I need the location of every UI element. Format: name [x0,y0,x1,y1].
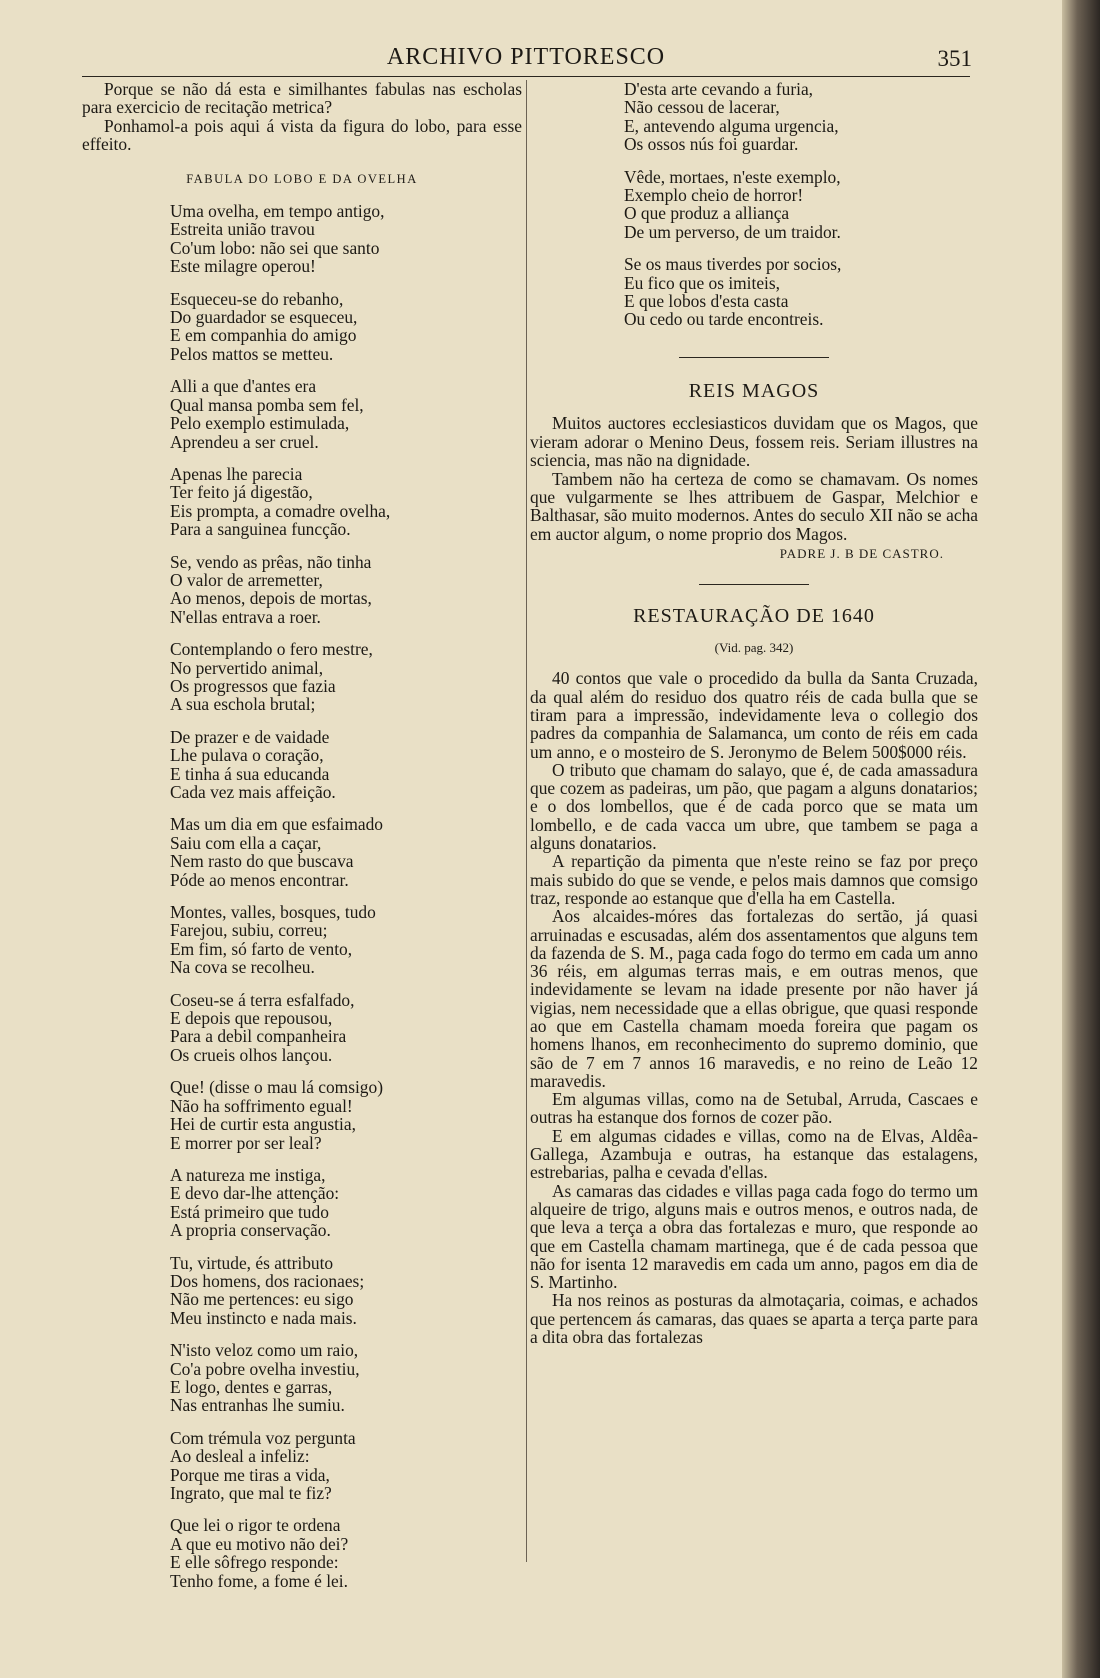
stanza [170,377,522,451]
verse-line: No pervertido animal, [170,657,324,678]
verse-line: Estreita união travou [170,219,315,240]
section-divider [679,357,829,358]
restauracao-paragraph: Ha nos reinos as posturas da almotaçaria, coimas, e achados que pertencem ás camaras, das quaes se aparta a terça parte para a dita obra das fortalezas [530,1290,978,1348]
verse-line: Porque me tiras a vida, [170,1464,330,1485]
section-divider [699,584,809,585]
stanza [170,1429,522,1503]
verse-line: Montes, valles, bosques, tudo [170,902,376,923]
verse-line: Exemplo cheio de horror! [624,185,804,206]
stanza [170,465,522,539]
verse-line: A que eu motivo não dei? [170,1533,349,1554]
verse-line: D'esta arte cevando a furia, [624,79,814,99]
verse-line: Do guardador se esqueceu, [170,307,358,328]
stanza [170,728,522,802]
verse-line: Qual mansa pomba sem fel, [170,394,364,415]
verse-line: Cada vez mais affeição. [170,782,336,802]
restauracao-paragraph: O tributo que chamam do salayo, que é, de cada amassadura que cozem as padeiras, um pão, que pagam a alguns donatarios; e o dos lombellos, que é de cada porco que se mata um lombello, e de cada vacca um ubre, que tambem se paga a alguns donatarios. [530,759,978,854]
verse-line: Os ossos nús foi guardar. [624,134,799,155]
verse-line: Saiu com ella a caçar, [170,832,322,853]
verse-line: Uma ovelha, em tempo antigo, [170,201,385,222]
verse-line: Está primeiro que tudo [170,1201,329,1222]
stanza [170,815,522,889]
verse-line: N'ellas entrava a roer. [170,606,321,627]
verse-line: De prazer e de vaidade [170,726,330,747]
verse-line: Co'um lobo: não sei que santo [170,237,380,258]
verse-line: Não cessou de lacerar, [624,97,780,118]
restauracao-paragraph: As camaras das cidades e villas paga cada fogo do termo um alqueire de trigo, alguns mais e outros menos, e outros nada, de que leva a terça a obra das fortalezas e muro, que responde ao que em Castella chamam martinega, que é de cada pessoa que não for isenta 12 maravedis em cada um anno, pagos em dia de S. Martinho. [530,1180,978,1293]
verse-line: Este milagre operou! [170,256,316,277]
reis-magos-paragraph: Tambem não ha certeza de como se chamavam. Os nomes que vulgarmente se lhes attribuem de Gaspar, Melchior e Balthasar, são muito modernos. Antes do seculo XII não se acha em auctor algum, o nome proprio dos Magos. [530,468,978,544]
verse-line: Apenas lhe parecia [170,463,303,484]
verse-line: Ingrato, que mal te fiz? [170,1483,332,1503]
verse-line: Lhe pulava o coração, [170,745,324,766]
verse-line: E, antevendo alguma urgencia, [624,115,839,136]
verse-line: Mas um dia em que esfaimado [170,814,383,835]
verse-line: N'isto veloz como um raio, [170,1340,359,1361]
running-title: ARCHIVO PITTORESCO [386,44,666,70]
stanza [170,1341,522,1415]
verse-line: Nem rasto do que buscava [170,851,354,872]
stanza [170,553,522,627]
fable-poem-continuation [624,80,978,329]
verse-line: Coseu-se á terra esfalfado, [170,989,355,1010]
right-column [530,80,978,1346]
stanza [170,290,522,364]
stanza [170,1254,522,1328]
verse-line: Com trémula voz pergunta [170,1427,356,1448]
verse-line: E elle sôfrego responde: [170,1552,339,1573]
verse-line: Aprendeu a ser cruel. [170,431,319,452]
verse-line: Não me pertences: eu sigo [170,1289,354,1310]
verse-line: Para a sanguinea funcção. [170,519,351,540]
verse-line: Farejou, subiu, correu; [170,920,328,941]
verse-line: Que! (disse o mau lá comsigo) [170,1077,383,1098]
verse-line: E morrer por ser leal? [170,1132,322,1153]
verse-line: Contemplando o fero mestre, [170,639,373,660]
verse-line: E em companhia do amigo [170,325,357,346]
verse-line: Nas entranhas lhe sumiu. [170,1395,345,1416]
verse-line: Tenho fome, a fome é lei. [170,1570,348,1591]
intro-paragraph: Porque se não dá esta e similhantes fabulas nas escholas para exercicio de recitação metrica? [82,79,522,118]
stanza [170,202,522,276]
stanza [624,168,978,242]
verse-line: Eis prompta, a comadre ovelha, [170,500,391,521]
verse-line: Meu instincto e nada mais. [170,1307,357,1328]
verse-line: A natureza me instiga, [170,1164,326,1185]
restauracao-paragraph: A repartição da pimenta que n'este reino se faz por preço mais subido do que se vende, e pelos mais damnos que comsigo traz, responde ao estanque que d'ella ha em Castella. [530,851,978,908]
verse-line: A propria conservação. [170,1220,331,1241]
restauracao-paragraph: 40 contos que vale o procedido da bulla da Santa Cruzada, da qual além do residuo dos quatro réis de cada bulla que se tiram para a impressão, indevidamente leva o collegio dos padres da companhia de Salamanca, um conto de réis em cada um anno, e o mosteiro de S. Jeronymo de Belem 500$000 réis. [530,668,978,762]
stanza [170,1078,522,1152]
left-column [82,80,522,1604]
restauracao-paragraph: Em algumas villas, como na de Setubal, Arruda, Cascaes e outras ha estanque dos fornos de cozer pão. [530,1089,978,1128]
stanza [624,255,978,329]
restauracao-section [530,604,978,1348]
stanza [170,991,522,1065]
page-reference: (Vid. pag. 342) [714,639,794,655]
verse-line: Ao desleal a infeliz: [170,1446,310,1467]
author-signature: PADRE J. B DE CASTRO. [779,546,944,562]
restauracao-title: RESTAURAÇÃO DE 1640 [633,604,875,627]
stanza [624,80,978,154]
verse-line: De um perverso, de um traidor. [624,221,841,242]
verse-line: Tu, virtude, és attributo [170,1252,334,1273]
verse-line: Hei de curtir esta angustia, [170,1114,356,1135]
verse-line: E devo dar-lhe attenção: [170,1183,340,1204]
verse-line: Para a debil companheira [170,1026,347,1047]
verse-line: Póde ao menos encontrar. [170,869,349,890]
column-divider [526,80,527,1562]
verse-line: Se, vendo as prêas, não tinha [170,551,372,572]
verse-line: Se os maus tiverdes por socios, [624,254,842,275]
verse-line: Os crueis olhos lançou. [170,1044,333,1065]
fable-poem [170,202,522,1590]
verse-line: Ou cedo ou tarde encontreis. [624,309,824,330]
stanza [170,640,522,714]
verse-line: E depois que repousou, [170,1008,333,1029]
verse-line: Pelos mattos se metteu. [170,343,334,364]
verse-line: Esqueceu-se do rebanho, [170,288,344,309]
intro-paragraph: Ponhamol-a pois aqui á vista da figura do lobo, para esse effeito. [82,115,522,155]
verse-line: Em fim, só farto de vento, [170,938,353,959]
verse-line: Co'a pobre ovelha investiu, [170,1358,360,1379]
book-spine-edge [1062,0,1100,1678]
verse-line: O que produz a alliança [624,203,790,224]
page-header [82,42,970,77]
verse-line: E logo, dentes e garras, [170,1376,333,1397]
verse-line: Não ha soffrimento egual! [170,1095,353,1116]
verse-line: O valor de arremetter, [170,569,323,590]
restauracao-paragraph: E em algumas cidades e villas, como na de Elvas, Aldêa-Gallega, Azambuja e outras, ha estanque das estalagens, estrebarias, palha e cevada d'ellas. [530,1125,978,1183]
verse-line: E tinha á sua educanda [170,763,330,784]
verse-line: Que lei o rigor te ordena [170,1515,341,1536]
verse-line: Ao menos, depois de mortas, [170,588,372,609]
verse-line: Alli a que d'antes era [170,376,317,397]
fable-title: FABULA DO LOBO E DA OVELHA [186,171,418,186]
stanza [170,903,522,977]
verse-line: Eu fico que os imiteis, [624,272,781,293]
restauracao-paragraph: Aos alcaides-móres das fortalezas do sertão, já quasi arruinadas e escusadas, além dos assentamentos que alguns tem da fazenda de S. M., paga cada fogo do termo em cada um anno 36 réis, em algumas terras mais, e em outras menos, que indevidamente se levam na idade presente por não haver já vigias, nem necessidade que a ellas obrigue, que quasi responde ao que em Castella chamam moeda foreira que pagam os homens lhanos, em reconhecimento do supremo dominio, que são de 7 em 7 annos 16 maravedis, e no reino de Leão 12 maravedis. [530,906,978,1091]
verse-line: Os progressos que fazia [170,675,336,696]
verse-line: Ter feito já digestão, [170,482,313,503]
verse-line: Na cova se recolheu. [170,957,315,978]
stanza [170,1516,522,1590]
verse-line: E que lobos d'esta casta [624,291,789,312]
verse-line: A sua eschola brutal; [170,694,316,715]
reis-magos-title: REIS MAGOS [688,379,820,402]
verse-line: Dos homens, dos racionaes; [170,1270,365,1291]
stanza [170,1166,522,1240]
verse-line: Vêde, mortaes, n'este exemplo, [624,166,841,187]
page-number: 351 [937,46,972,71]
verse-line: Pelo exemplo estimulada, [170,413,350,434]
reis-magos-paragraph: Muitos auctores ecclesiasticos duvidam que os Magos, que vieram adorar o Menino Deus, fossem reis. Seriam illustres na sciencia, mas não na dignidade. [530,413,978,471]
